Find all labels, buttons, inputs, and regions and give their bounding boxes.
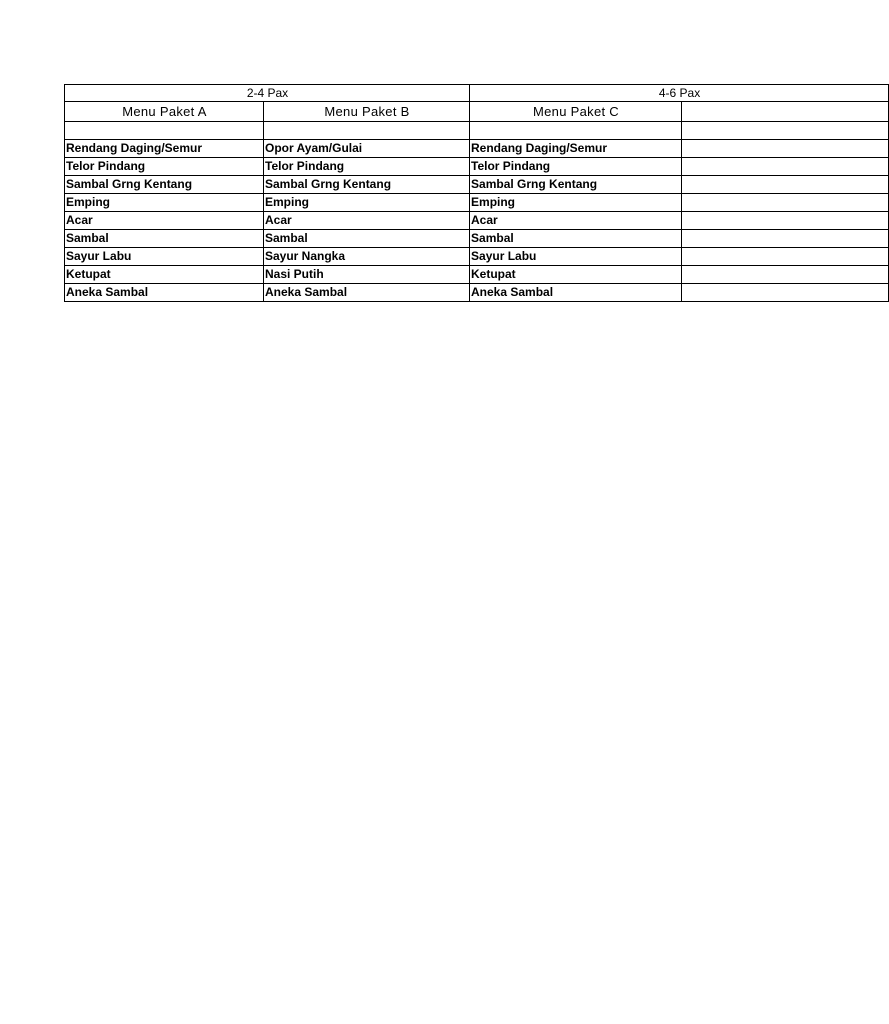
menu-item-paket-b: Nasi Putih xyxy=(264,266,470,284)
menu-item-paket-a: Sambal Grng Kentang xyxy=(65,176,264,194)
menu-item-row xyxy=(65,140,889,158)
menu-item-paket-c: Sambal Grng Kentang xyxy=(470,176,682,194)
empty-cell xyxy=(682,140,889,158)
menu-item-row xyxy=(65,230,889,248)
empty-cell xyxy=(682,194,889,212)
blank-cell xyxy=(682,122,889,140)
menu-item-paket-b: Emping xyxy=(264,194,470,212)
menu-item-row xyxy=(65,248,889,266)
menu-paket-a-header: Menu Paket A xyxy=(65,102,264,122)
menu-item-paket-a: Acar xyxy=(65,212,264,230)
menu-item-row xyxy=(65,284,889,302)
menu-items xyxy=(65,140,889,302)
menu-item-paket-b: Sayur Nangka xyxy=(264,248,470,266)
menu-item-paket-a: Telor Pindang xyxy=(65,158,264,176)
menu-header-row xyxy=(65,102,889,122)
empty-cell xyxy=(682,230,889,248)
blank-cell xyxy=(470,122,682,140)
menu-item-paket-c: Sayur Labu xyxy=(470,248,682,266)
menu-item-paket-b: Sambal xyxy=(264,230,470,248)
menu-item-paket-c: Telor Pindang xyxy=(470,158,682,176)
menu-item-paket-a: Rendang Daging/Semur xyxy=(65,140,264,158)
pax-group-4-6: 4-6 Pax xyxy=(470,85,889,102)
menu-item-paket-c: Rendang Daging/Semur xyxy=(470,140,682,158)
menu-item-paket-c: Sambal xyxy=(470,230,682,248)
menu-item-paket-c: Aneka Sambal xyxy=(470,284,682,302)
menu-item-paket-c: Acar xyxy=(470,212,682,230)
blank-row xyxy=(65,122,889,140)
menu-item-paket-c: Emping xyxy=(470,194,682,212)
menu-item-paket-b: Acar xyxy=(264,212,470,230)
empty-cell xyxy=(682,158,889,176)
blank-cell xyxy=(264,122,470,140)
menu-item-row xyxy=(65,194,889,212)
menu-item-paket-a: Sayur Labu xyxy=(65,248,264,266)
menu-item-paket-a: Aneka Sambal xyxy=(65,284,264,302)
pax-group-2-4: 2-4 Pax xyxy=(65,85,470,102)
menu-item-paket-c: Ketupat xyxy=(470,266,682,284)
empty-cell xyxy=(682,284,889,302)
empty-cell xyxy=(682,212,889,230)
empty-cell xyxy=(682,176,889,194)
menu-item-paket-b: Telor Pindang xyxy=(264,158,470,176)
menu-item-row xyxy=(65,158,889,176)
menu-item-paket-a: Ketupat xyxy=(65,266,264,284)
menu-item-paket-b: Aneka Sambal xyxy=(264,284,470,302)
menu-table xyxy=(64,84,889,302)
menu-paket-c-header: Menu Paket C xyxy=(470,102,682,122)
menu-item-row xyxy=(65,266,889,284)
menu-item-paket-b: Sambal Grng Kentang xyxy=(264,176,470,194)
menu-item-row xyxy=(65,212,889,230)
empty-header-cell xyxy=(682,102,889,122)
menu-item-paket-a: Sambal xyxy=(65,230,264,248)
menu-item-paket-a: Emping xyxy=(65,194,264,212)
blank-cell xyxy=(65,122,264,140)
empty-cell xyxy=(682,248,889,266)
pax-group-row xyxy=(65,85,889,102)
menu-sheet xyxy=(64,84,701,305)
menu-item-paket-b: Opor Ayam/Gulai xyxy=(264,140,470,158)
empty-cell xyxy=(682,266,889,284)
menu-paket-b-header: Menu Paket B xyxy=(264,102,470,122)
menu-item-row xyxy=(65,176,889,194)
